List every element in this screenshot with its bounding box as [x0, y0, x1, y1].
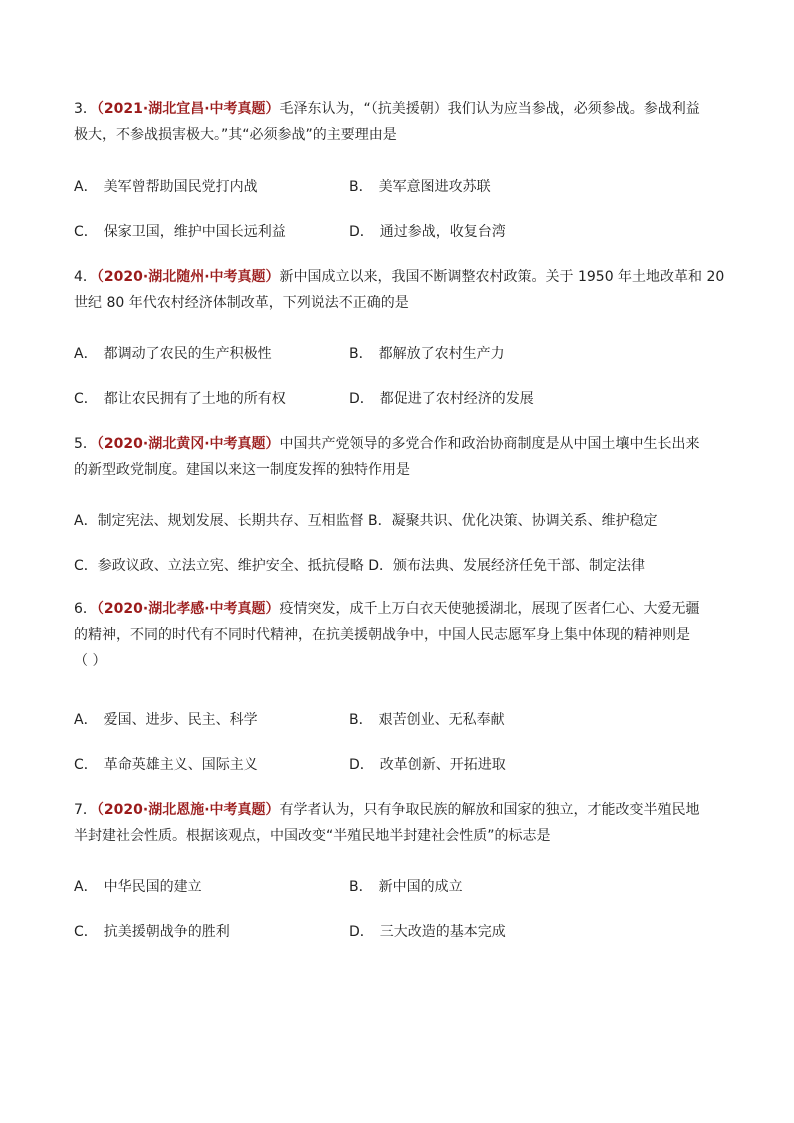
- option-d[interactable]: D． 三大改造的基本完成: [349, 924, 506, 940]
- stem-line: 4．（2020·湖北随州·中考真题）新中国成立以来，我国不断调整农村政策。关于 1950 年土地改革和 20: [74, 269, 725, 285]
- stem-line: 的精神，不同的时代有不同时代精神，在抗美援朝战争中，中国人民志愿军身上集中体现的精神则是: [74, 627, 690, 643]
- answer-blank: （ ）: [74, 653, 107, 669]
- question-number: 5．: [74, 436, 97, 452]
- stem-line: 的新型政党制度。建国以来这一制度发挥的独特作用是: [74, 462, 410, 478]
- question-number: 6．: [74, 601, 97, 617]
- question-4-options-cd: [74, 386, 724, 412]
- stem-line: 半封建社会性质。根据该观点，中国改变“半殖民地半封建社会性质”的标志是: [74, 828, 551, 844]
- stem-line: 世纪 80 年代农村经济体制改革，下列说法不正确的是: [74, 295, 409, 311]
- stem-line: 3．（2021·湖北宜昌·中考真题）毛泽东认为，“（抗美援朝）我们认为应当参战，必须参战。参战利益: [74, 101, 700, 117]
- option-b[interactable]: B． 艰苦创业、无私奉献: [349, 712, 505, 728]
- option-d[interactable]: D． 改革创新、开拓进取: [349, 757, 506, 773]
- stem-line: 极大，不参战损害极大。”其“必须参战”的主要理由是: [74, 127, 397, 143]
- source-tag: （2021·湖北宜昌·中考真题）: [96, 101, 280, 117]
- question-7-options-cd: [74, 919, 724, 945]
- question-6-options-ab: [74, 707, 724, 733]
- option-a[interactable]: A． 都调动了农民的生产积极性: [74, 346, 272, 362]
- question-number: 4．: [74, 269, 97, 285]
- source-tag: （2020·湖北随州·中考真题）: [96, 269, 280, 285]
- question-7-stem: [74, 797, 724, 849]
- stem-line: 5．（2020·湖北黄冈·中考真题）中国共产党领导的多党合作和政治协商制度是从中国土壤中生长出来: [74, 436, 700, 452]
- option-b[interactable]: B． 新中国的成立: [349, 879, 463, 895]
- question-number: 7．: [74, 802, 97, 818]
- source-tag: （2020·湖北黄冈·中考真题）: [96, 436, 280, 452]
- option-a[interactable]: A． 中华民国的建立: [74, 879, 202, 895]
- question-4-options-ab: [74, 341, 724, 367]
- question-5-options-ab: [74, 508, 724, 534]
- option-c[interactable]: C． 抗美援朝战争的胜利: [74, 924, 230, 940]
- question-6-stem: [74, 596, 724, 674]
- source-tag: （2020·湖北恩施·中考真题）: [96, 802, 280, 818]
- stem-line: 6．（2020·湖北孝感·中考真题）疫情突发，成千上万白衣天使驰援湖北，展现了医者仁心、大爱无疆: [74, 601, 700, 617]
- option-b[interactable]: B． 美军意图进攻苏联: [349, 179, 491, 195]
- question-4-stem: [74, 264, 724, 316]
- question-3-stem: [74, 96, 724, 148]
- option-a[interactable]: A． 美军曾帮助国民党打内战: [74, 179, 258, 195]
- option-a[interactable]: A． 爱国、进步、民主、科学: [74, 712, 258, 728]
- question-number: 3．: [74, 101, 97, 117]
- option-c[interactable]: C． 保家卫国，维护中国长远利益: [74, 224, 286, 240]
- stem-line: 7．（2020·湖北恩施·中考真题）有学者认为，只有争取民族的解放和国家的独立，才能改变半殖民地: [74, 802, 700, 818]
- option-c[interactable]: C． 革命英雄主义、国际主义: [74, 757, 258, 773]
- options-cd-inline[interactable]: C．参政议政、立法立宪、维护安全、抵抗侵略 D．颁布法典、发展经济任免干部、制定法律: [74, 558, 646, 574]
- question-5-options-cd: [74, 553, 724, 579]
- option-d[interactable]: D． 通过参战，收复台湾: [349, 224, 506, 240]
- question-7-options-ab: [74, 874, 724, 900]
- question-3-options-ab: [74, 174, 724, 200]
- source-tag: （2020·湖北孝感·中考真题）: [96, 601, 280, 617]
- question-3-options-cd: [74, 219, 724, 245]
- options-ab-inline[interactable]: A．制定宪法、规划发展、长期共存、互相监督 B．凝聚共识、优化决策、协调关系、维护稳定: [74, 513, 658, 529]
- option-d[interactable]: D． 都促进了农村经济的发展: [349, 391, 534, 407]
- option-c[interactable]: C． 都让农民拥有了土地的所有权: [74, 391, 286, 407]
- option-b[interactable]: B． 都解放了农村生产力: [349, 346, 505, 362]
- question-5-stem: [74, 431, 724, 483]
- question-6-options-cd: [74, 752, 724, 778]
